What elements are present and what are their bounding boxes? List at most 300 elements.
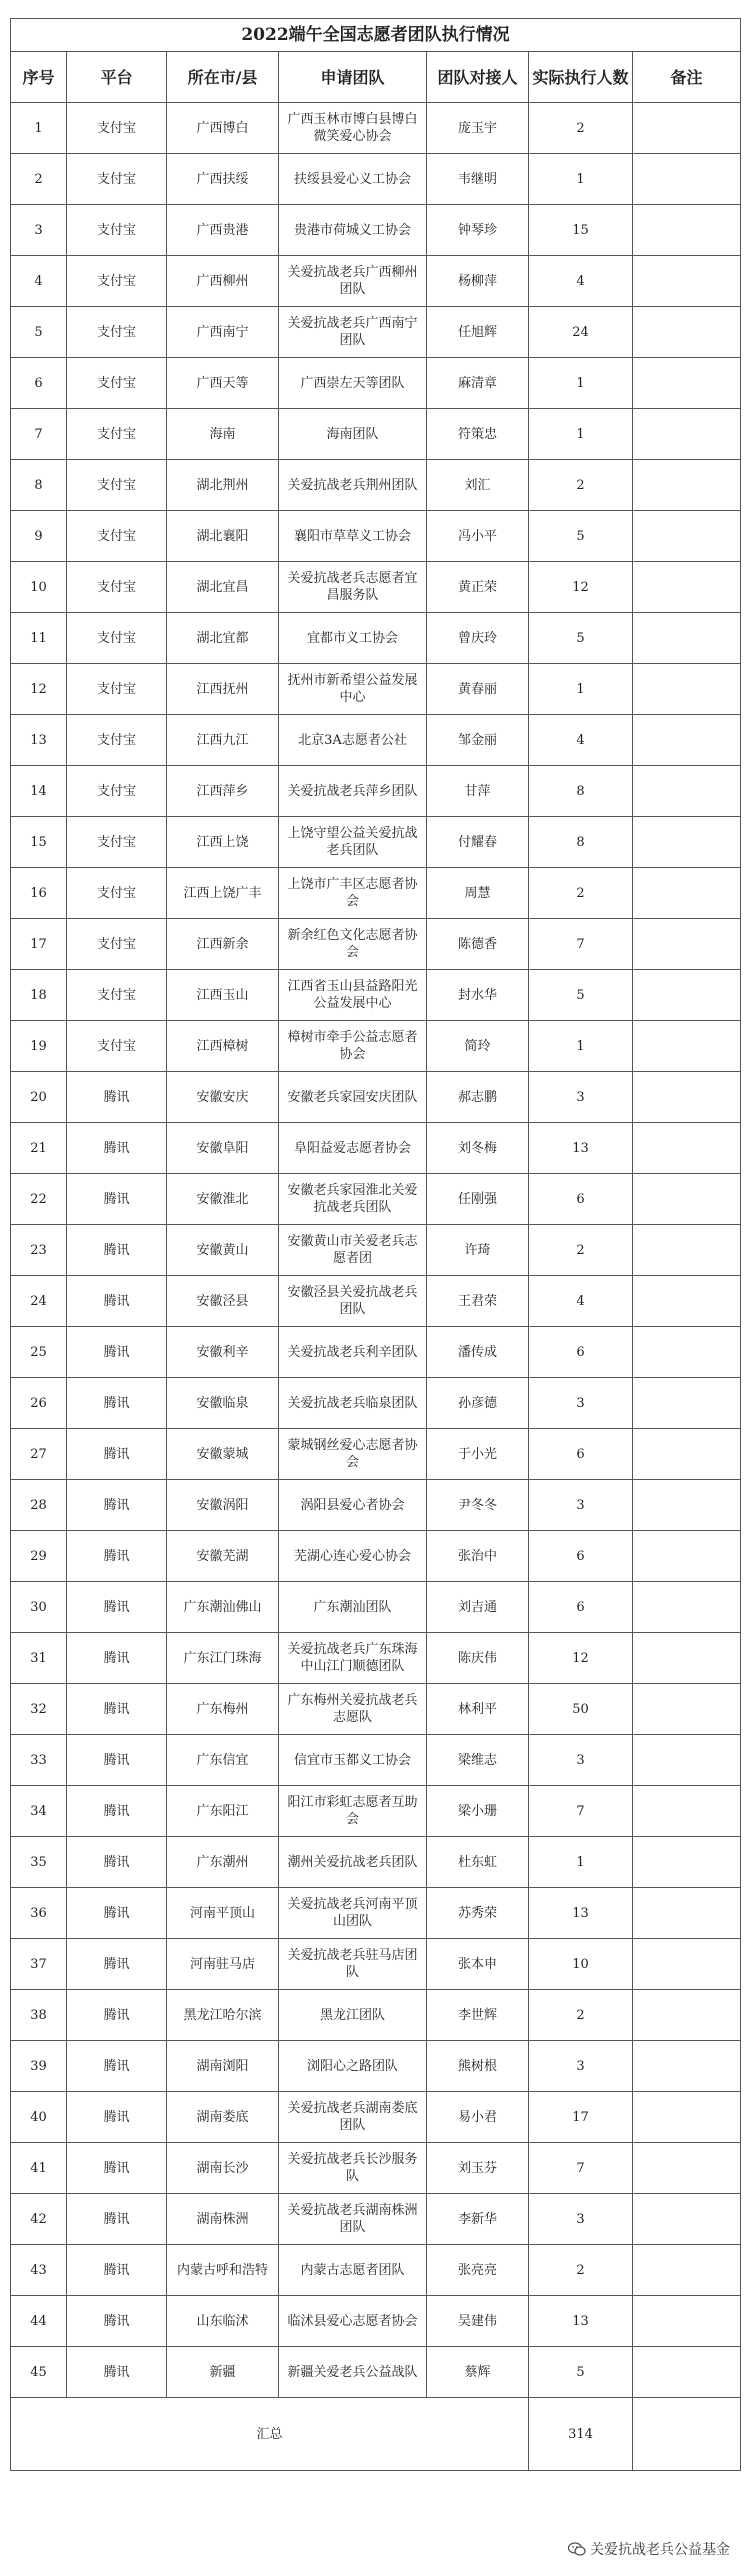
row-no: 29 — [11, 1531, 67, 1582]
table-row — [11, 2194, 741, 2245]
row-team: 关爱抗战老兵湖南株洲团队 — [279, 2194, 427, 2245]
header-count: 实际执行人数 — [529, 52, 633, 103]
row-city: 湖南娄底 — [167, 2092, 279, 2143]
row-team: 安徽泾县关爱抗战老兵团队 — [279, 1276, 427, 1327]
row-contact: 陈德香 — [427, 919, 529, 970]
row-note — [633, 1786, 741, 1837]
row-no: 20 — [11, 1072, 67, 1123]
row-note — [633, 460, 741, 511]
row-contact: 熊树根 — [427, 2041, 529, 2092]
row-platform: 腾讯 — [67, 1429, 167, 1480]
table-row — [11, 868, 741, 919]
row-note — [633, 205, 741, 256]
row-team: 潮州关爱抗战老兵团队 — [279, 1837, 427, 1888]
row-contact: 孙彦德 — [427, 1378, 529, 1429]
row-note — [633, 256, 741, 307]
row-city: 安徽涡阳 — [167, 1480, 279, 1531]
row-count: 13 — [529, 1888, 633, 1939]
watermark-text: 关爱抗战老兵公益基金 — [590, 2542, 730, 2558]
row-no: 31 — [11, 1633, 67, 1684]
row-city: 广东潮州 — [167, 1837, 279, 1888]
row-no: 33 — [11, 1735, 67, 1786]
row-team: 上饶守望公益关爱抗战老兵团队 — [279, 817, 427, 868]
row-team: 宜都市义工协会 — [279, 613, 427, 664]
row-city: 安徽黄山 — [167, 1225, 279, 1276]
table-row — [11, 562, 741, 613]
table-row — [11, 1174, 741, 1225]
table-row — [11, 1939, 741, 1990]
row-count: 2 — [529, 1225, 633, 1276]
row-note — [633, 1735, 741, 1786]
row-contact: 梁维志 — [427, 1735, 529, 1786]
row-city: 广西扶绥 — [167, 154, 279, 205]
row-count: 3 — [529, 1378, 633, 1429]
row-no: 6 — [11, 358, 67, 409]
row-no: 43 — [11, 2245, 67, 2296]
row-platform: 支付宝 — [67, 868, 167, 919]
row-no: 24 — [11, 1276, 67, 1327]
table-row — [11, 2296, 741, 2347]
row-team: 关爱抗战老兵长沙服务队 — [279, 2143, 427, 2194]
row-note — [633, 1072, 741, 1123]
row-platform: 支付宝 — [67, 256, 167, 307]
table-row — [11, 1531, 741, 1582]
row-team: 广西玉林市博白县博白微笑爱心协会 — [279, 103, 427, 154]
row-platform: 腾讯 — [67, 1531, 167, 1582]
row-note — [633, 715, 741, 766]
table-row — [11, 1480, 741, 1531]
row-note — [633, 766, 741, 817]
row-no: 39 — [11, 2041, 67, 2092]
table-row — [11, 766, 741, 817]
row-platform: 腾讯 — [67, 1888, 167, 1939]
row-no: 34 — [11, 1786, 67, 1837]
row-city: 安徽安庆 — [167, 1072, 279, 1123]
row-note — [633, 2194, 741, 2245]
row-platform: 腾讯 — [67, 1327, 167, 1378]
row-note — [633, 1480, 741, 1531]
row-note — [633, 1633, 741, 1684]
row-note — [633, 358, 741, 409]
row-platform: 腾讯 — [67, 1633, 167, 1684]
row-contact: 符策忠 — [427, 409, 529, 460]
row-city: 湖南浏阳 — [167, 2041, 279, 2092]
row-city: 江西九江 — [167, 715, 279, 766]
row-count: 8 — [529, 817, 633, 868]
row-count: 17 — [529, 2092, 633, 2143]
row-no: 37 — [11, 1939, 67, 1990]
row-team: 浏阳心之路团队 — [279, 2041, 427, 2092]
row-city: 江西抚州 — [167, 664, 279, 715]
row-contact: 梁小珊 — [427, 1786, 529, 1837]
row-contact: 张治中 — [427, 1531, 529, 1582]
table-row — [11, 1072, 741, 1123]
row-note — [633, 1531, 741, 1582]
row-count: 12 — [529, 562, 633, 613]
row-note — [633, 307, 741, 358]
row-no: 36 — [11, 1888, 67, 1939]
table-row — [11, 1123, 741, 1174]
row-note — [633, 664, 741, 715]
header-platform: 平台 — [67, 52, 167, 103]
row-platform: 腾讯 — [67, 2194, 167, 2245]
row-count: 5 — [529, 2347, 633, 2398]
row-count: 13 — [529, 1123, 633, 1174]
row-contact: 林利平 — [427, 1684, 529, 1735]
row-no: 30 — [11, 1582, 67, 1633]
row-note — [633, 2041, 741, 2092]
row-team: 扶绥县爱心义工协会 — [279, 154, 427, 205]
row-team: 临沭县爱心志愿者协会 — [279, 2296, 427, 2347]
row-no: 38 — [11, 1990, 67, 2041]
row-platform: 支付宝 — [67, 970, 167, 1021]
row-team: 内蒙古志愿者团队 — [279, 2245, 427, 2296]
row-no: 2 — [11, 154, 67, 205]
row-count: 12 — [529, 1633, 633, 1684]
row-platform: 腾讯 — [67, 1990, 167, 2041]
row-team: 江西省玉山县益路阳光公益发展中心 — [279, 970, 427, 1021]
row-contact: 许琦 — [427, 1225, 529, 1276]
table-row — [11, 2347, 741, 2398]
table-row — [11, 1429, 741, 1480]
row-team: 安徽老兵家园淮北关爱抗战老兵团队 — [279, 1174, 427, 1225]
row-city: 山东临沭 — [167, 2296, 279, 2347]
row-contact: 任旭辉 — [427, 307, 529, 358]
row-no: 19 — [11, 1021, 67, 1072]
row-city: 江西上饶 — [167, 817, 279, 868]
row-team: 关爱抗战老兵驻马店团队 — [279, 1939, 427, 1990]
row-no: 1 — [11, 103, 67, 154]
table-row — [11, 1990, 741, 2041]
row-count: 6 — [529, 1531, 633, 1582]
row-city: 安徽利辛 — [167, 1327, 279, 1378]
row-city: 安徽芜湖 — [167, 1531, 279, 1582]
row-count: 6 — [529, 1429, 633, 1480]
row-team: 关爱抗战老兵志愿者宜昌服务队 — [279, 562, 427, 613]
row-city: 湖北荆州 — [167, 460, 279, 511]
row-count: 3 — [529, 2041, 633, 2092]
header-row — [11, 52, 741, 103]
row-city: 安徽泾县 — [167, 1276, 279, 1327]
total-count: 314 — [529, 2398, 633, 2471]
row-city: 广西博白 — [167, 103, 279, 154]
row-count: 1 — [529, 358, 633, 409]
row-note — [633, 1123, 741, 1174]
row-platform: 腾讯 — [67, 2143, 167, 2194]
row-platform: 支付宝 — [67, 205, 167, 256]
table-row — [11, 358, 741, 409]
row-platform: 腾讯 — [67, 1684, 167, 1735]
row-contact: 陈庆伟 — [427, 1633, 529, 1684]
row-note — [633, 1939, 741, 1990]
row-count: 4 — [529, 1276, 633, 1327]
row-note — [633, 1225, 741, 1276]
total-label: 汇总 — [11, 2398, 529, 2471]
row-contact: 曾庆玲 — [427, 613, 529, 664]
row-team: 樟树市牵手公益志愿者协会 — [279, 1021, 427, 1072]
row-no: 21 — [11, 1123, 67, 1174]
table-title: 2022端午全国志愿者团队执行情况 — [11, 19, 741, 52]
row-contact: 周慧 — [427, 868, 529, 919]
table-row — [11, 1684, 741, 1735]
row-note — [633, 817, 741, 868]
row-team: 关爱抗战老兵临泉团队 — [279, 1378, 427, 1429]
row-contact: 任刚强 — [427, 1174, 529, 1225]
row-platform: 支付宝 — [67, 511, 167, 562]
row-contact: 苏秀荣 — [427, 1888, 529, 1939]
row-platform: 支付宝 — [67, 307, 167, 358]
row-platform: 腾讯 — [67, 1174, 167, 1225]
row-note — [633, 1429, 741, 1480]
row-contact: 李新华 — [427, 2194, 529, 2245]
row-city: 广东梅州 — [167, 1684, 279, 1735]
row-no: 40 — [11, 2092, 67, 2143]
row-no: 28 — [11, 1480, 67, 1531]
row-team: 贵港市荷城义工协会 — [279, 205, 427, 256]
row-city: 黑龙江哈尔滨 — [167, 1990, 279, 2041]
row-team: 芜湖心连心爱心协会 — [279, 1531, 427, 1582]
table-row — [11, 2092, 741, 2143]
header-note: 备注 — [633, 52, 741, 103]
row-contact: 杨柳萍 — [427, 256, 529, 307]
row-platform: 支付宝 — [67, 460, 167, 511]
row-contact: 易小君 — [427, 2092, 529, 2143]
row-count: 1 — [529, 1021, 633, 1072]
row-city: 江西玉山 — [167, 970, 279, 1021]
table-row — [11, 1837, 741, 1888]
row-platform: 腾讯 — [67, 1837, 167, 1888]
table-row — [11, 1276, 741, 1327]
table-row — [11, 2245, 741, 2296]
row-count: 1 — [529, 409, 633, 460]
row-city: 湖北宜都 — [167, 613, 279, 664]
table-row — [11, 1633, 741, 1684]
row-contact: 黄春丽 — [427, 664, 529, 715]
row-contact: 张本申 — [427, 1939, 529, 1990]
row-team: 上饶市广丰区志愿者协会 — [279, 868, 427, 919]
row-contact: 付耀春 — [427, 817, 529, 868]
row-note — [633, 1684, 741, 1735]
row-count: 10 — [529, 1939, 633, 1990]
row-no: 14 — [11, 766, 67, 817]
row-team: 广东潮汕团队 — [279, 1582, 427, 1633]
row-city: 湖北宜昌 — [167, 562, 279, 613]
row-no: 44 — [11, 2296, 67, 2347]
row-contact: 黄正荣 — [427, 562, 529, 613]
row-team: 关爱抗战老兵利辛团队 — [279, 1327, 427, 1378]
row-no: 27 — [11, 1429, 67, 1480]
row-count: 7 — [529, 2143, 633, 2194]
row-city: 安徽临泉 — [167, 1378, 279, 1429]
row-city: 安徽蒙城 — [167, 1429, 279, 1480]
row-count: 2 — [529, 868, 633, 919]
row-no: 16 — [11, 868, 67, 919]
row-count: 15 — [529, 205, 633, 256]
row-no: 41 — [11, 2143, 67, 2194]
row-city: 湖北襄阳 — [167, 511, 279, 562]
row-city: 江西新余 — [167, 919, 279, 970]
row-note — [633, 2143, 741, 2194]
row-no: 35 — [11, 1837, 67, 1888]
table-row — [11, 1888, 741, 1939]
row-team: 阳江市彩虹志愿者互助会 — [279, 1786, 427, 1837]
table-row — [11, 103, 741, 154]
row-platform: 支付宝 — [67, 715, 167, 766]
row-city: 江西樟树 — [167, 1021, 279, 1072]
table-row — [11, 613, 741, 664]
row-contact: 简玲 — [427, 1021, 529, 1072]
row-count: 3 — [529, 2194, 633, 2245]
row-contact: 张亮亮 — [427, 2245, 529, 2296]
table-row — [11, 970, 741, 1021]
row-count: 24 — [529, 307, 633, 358]
row-city: 河南驻马店 — [167, 1939, 279, 1990]
table-row — [11, 256, 741, 307]
row-no: 9 — [11, 511, 67, 562]
row-team: 信宜市玉都义工协会 — [279, 1735, 427, 1786]
row-city: 广西贵港 — [167, 205, 279, 256]
row-city: 安徽淮北 — [167, 1174, 279, 1225]
row-platform: 腾讯 — [67, 2296, 167, 2347]
row-no: 4 — [11, 256, 67, 307]
row-team: 广东梅州关爱抗战老兵志愿队 — [279, 1684, 427, 1735]
row-count: 4 — [529, 715, 633, 766]
row-platform: 腾讯 — [67, 2347, 167, 2398]
table-body — [11, 103, 741, 2398]
row-contact: 蔡辉 — [427, 2347, 529, 2398]
row-note — [633, 562, 741, 613]
table-row — [11, 307, 741, 358]
row-platform: 腾讯 — [67, 1378, 167, 1429]
row-contact: 韦继明 — [427, 154, 529, 205]
row-contact: 吴建伟 — [427, 2296, 529, 2347]
row-no: 10 — [11, 562, 67, 613]
row-contact: 邹金丽 — [427, 715, 529, 766]
row-no: 17 — [11, 919, 67, 970]
row-no: 3 — [11, 205, 67, 256]
row-note — [633, 103, 741, 154]
row-note — [633, 2092, 741, 2143]
row-city: 湖南长沙 — [167, 2143, 279, 2194]
row-city: 湖南株洲 — [167, 2194, 279, 2245]
row-team: 关爱抗战老兵荆州团队 — [279, 460, 427, 511]
row-count: 6 — [529, 1327, 633, 1378]
row-count: 6 — [529, 1582, 633, 1633]
table-row — [11, 919, 741, 970]
row-contact: 刘汇 — [427, 460, 529, 511]
header-contact: 团队对接人 — [427, 52, 529, 103]
table-row — [11, 817, 741, 868]
row-city: 广东阳江 — [167, 1786, 279, 1837]
table-row — [11, 1378, 741, 1429]
table-row — [11, 1786, 741, 1837]
row-note — [633, 409, 741, 460]
row-contact: 封水华 — [427, 970, 529, 1021]
row-platform: 腾讯 — [67, 1939, 167, 1990]
row-count: 6 — [529, 1174, 633, 1225]
row-platform: 腾讯 — [67, 2092, 167, 2143]
row-no: 22 — [11, 1174, 67, 1225]
row-platform: 支付宝 — [67, 562, 167, 613]
row-no: 8 — [11, 460, 67, 511]
row-no: 25 — [11, 1327, 67, 1378]
row-team: 抚州市新希望公益发展中心 — [279, 664, 427, 715]
row-city: 广西南宁 — [167, 307, 279, 358]
row-contact: 王君荣 — [427, 1276, 529, 1327]
row-team: 黑龙江团队 — [279, 1990, 427, 2041]
row-team: 关爱抗战老兵广东珠海中山江门顺德团队 — [279, 1633, 427, 1684]
row-contact: 杜东虹 — [427, 1837, 529, 1888]
row-count: 1 — [529, 1837, 633, 1888]
row-count: 2 — [529, 103, 633, 154]
row-note — [633, 1021, 741, 1072]
row-contact: 甘萍 — [427, 766, 529, 817]
row-platform: 支付宝 — [67, 613, 167, 664]
row-note — [633, 868, 741, 919]
table-row — [11, 715, 741, 766]
row-note — [633, 2296, 741, 2347]
row-platform: 支付宝 — [67, 154, 167, 205]
row-contact: 尹冬冬 — [427, 1480, 529, 1531]
row-count: 5 — [529, 970, 633, 1021]
row-platform: 支付宝 — [67, 817, 167, 868]
row-team: 安徽黄山市关爱老兵志愿者团 — [279, 1225, 427, 1276]
row-platform: 腾讯 — [67, 1276, 167, 1327]
row-note — [633, 1582, 741, 1633]
row-city: 河南平顶山 — [167, 1888, 279, 1939]
row-note — [633, 1276, 741, 1327]
row-no: 26 — [11, 1378, 67, 1429]
row-count: 8 — [529, 766, 633, 817]
row-platform: 腾讯 — [67, 2041, 167, 2092]
row-count: 7 — [529, 919, 633, 970]
row-city: 江西萍乡 — [167, 766, 279, 817]
row-platform: 支付宝 — [67, 103, 167, 154]
row-team: 安徽老兵家园安庆团队 — [279, 1072, 427, 1123]
row-platform: 腾讯 — [67, 1786, 167, 1837]
row-platform: 支付宝 — [67, 766, 167, 817]
table-row — [11, 460, 741, 511]
row-team: 北京3A志愿者公社 — [279, 715, 427, 766]
table-row — [11, 1582, 741, 1633]
row-platform: 腾讯 — [67, 1225, 167, 1276]
row-city: 广东信宜 — [167, 1735, 279, 1786]
row-city: 广东潮汕佛山 — [167, 1582, 279, 1633]
row-contact: 李世辉 — [427, 1990, 529, 2041]
row-no: 45 — [11, 2347, 67, 2398]
row-team: 关爱抗战老兵广西柳州团队 — [279, 256, 427, 307]
row-team: 关爱抗战老兵萍乡团队 — [279, 766, 427, 817]
row-team: 关爱抗战老兵河南平顶山团队 — [279, 1888, 427, 1939]
row-platform: 腾讯 — [67, 1582, 167, 1633]
row-note — [633, 154, 741, 205]
row-no: 12 — [11, 664, 67, 715]
row-platform: 支付宝 — [67, 358, 167, 409]
row-no: 7 — [11, 409, 67, 460]
table-row — [11, 1327, 741, 1378]
row-city: 安徽阜阳 — [167, 1123, 279, 1174]
row-city: 新疆 — [167, 2347, 279, 2398]
row-note — [633, 1378, 741, 1429]
row-no: 42 — [11, 2194, 67, 2245]
row-city: 广西柳州 — [167, 256, 279, 307]
row-count: 2 — [529, 460, 633, 511]
row-city: 江西上饶广丰 — [167, 868, 279, 919]
row-contact: 麻清章 — [427, 358, 529, 409]
row-team: 广西崇左天等团队 — [279, 358, 427, 409]
row-note — [633, 1174, 741, 1225]
row-contact: 刘吉通 — [427, 1582, 529, 1633]
